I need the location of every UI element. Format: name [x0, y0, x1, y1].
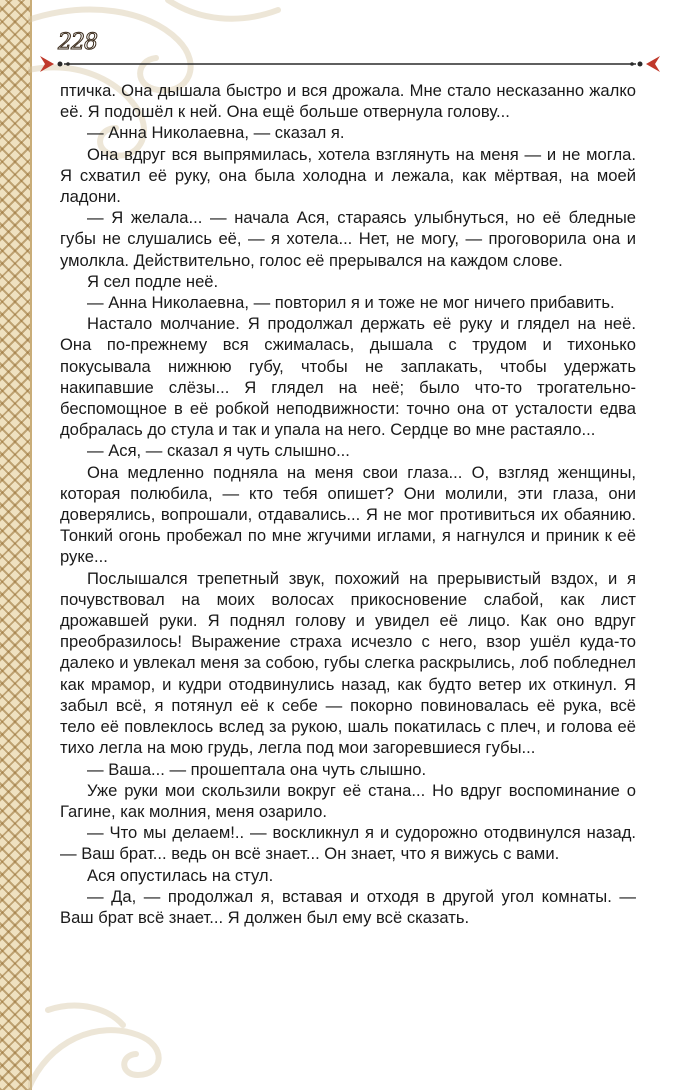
- paragraph: — Ваша... — прошептала она чуть слышно.: [87, 759, 427, 779]
- paragraph: Она медленно подняла на меня свои глаза... О, взгляд женщины, которая полюбила, — кто тебя опишет? Они молили, эти глаза, они доверялись, вопрошали, отдавались... Я не мог противиться их обаянию. Тонкий огонь пробежал по мне жгучими иглами, я нагнулся и приник к её руке...: [60, 462, 636, 567]
- left-arrow-icon: [40, 56, 54, 72]
- paragraph: птичка. Она дышала быстро и вся дрожала. Мне стало несказанно жалко её. Я подошёл к ней. Она ещё больше отвернула голову...: [60, 81, 636, 122]
- paragraph: Ася опустилась на стул.: [87, 865, 274, 885]
- paragraph: Настало молчание. Я продолжал держать её руку и глядел на неё. Она по-прежнему вся сжималась, дышала с трудом и тихонько покусывала нижнюю губу, чтобы не заплакать, чтобы удержать накипавшие слёзы... Я глядел на неё; было что-то трогательно-беспомощное в её робкой неподвижности: точно она от усталости едва добралась до стула и так и упала на него. Сердце во мне растаяло...: [60, 314, 636, 440]
- ornament-swirl-bottom: [28, 980, 228, 1090]
- paragraph: — Ася, — сказал я чуть слышно...: [87, 441, 350, 461]
- page-number: 228: [58, 30, 97, 55]
- paragraph: Уже руки мои скользили вокруг её стана... Но вдруг воспоминание о Гагине, как молния, меня озарило.: [60, 780, 636, 821]
- header-rule: [40, 52, 660, 76]
- paragraph: — Анна Николаевна, — сказал я.: [87, 123, 345, 143]
- paragraph: — Я желала... — начала Ася, стараясь улыбнуться, но её бледные губы не слушались её, — я хотела... Нет, не могу, — проговорила она и умолкла. Действительно, голос её прерывался на каждом слове.: [60, 208, 636, 270]
- paragraph: Послышался трепетный звук, похожий на прерывистый вздох, и я почувствовал на моих волосах прикосновение слабой, как лист дрожавшей руки. Я поднял голову и увидел её лицо. Как оно вдруг преобразилось! Выражение страха исчезло с него, взор ушёл куда-то далеко и увлекал меня за собою, губы слегка раскрылись, лоб побледнел как мрамор, и кудри отодвинулись назад, как будто ветер их откинул. Я забыл всё, я потянул её к себе — покорно повиновалась её рука, всё тело её повлеклось вслед за рукою, шаль покатилась с плеч, и голова её тихо легла на мою грудь, легла под мои загоревшиеся губы...: [60, 568, 636, 758]
- body-text: [60, 80, 636, 928]
- paragraph: Я сел подле неё.: [87, 271, 219, 291]
- right-arrow-icon: [646, 56, 660, 72]
- paragraph: — Анна Николаевна, — повторил я и тоже не мог ничего прибавить.: [87, 293, 615, 313]
- paragraph: — Да, — продолжал я, вставая и отходя в другой угол комнаты. — Ваш брат всё знает... Я должен был ему всё сказать.: [60, 886, 636, 927]
- paragraph: — Что мы делаем!.. — воскликнул я и судорожно отодвинулся назад. — Ваш брат... ведь он всё знает... Он знает, что я вижусь с вами.: [60, 823, 636, 864]
- paragraph: Она вдруг вся выпрямилась, хотела взглянуть на меня — и не могла. Я схватил её руку, она была холодна и лежала, как мёртвая, на моей ладони.: [60, 144, 636, 207]
